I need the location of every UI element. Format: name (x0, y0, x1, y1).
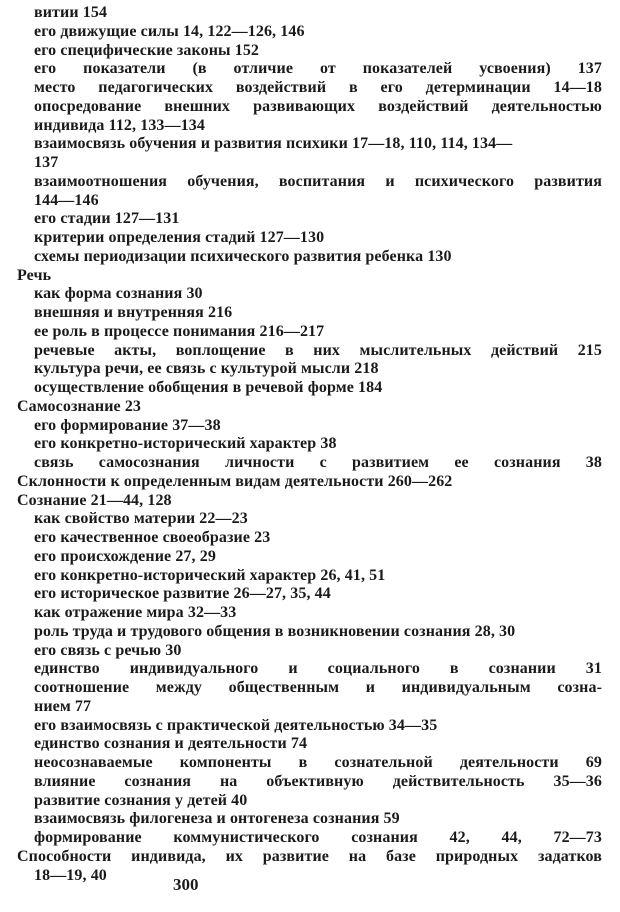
index-subentry: взаимосвязь обучения и развития психики 17—18, 110, 114, 134— (34, 135, 513, 153)
index-subentry: его конкретно-исторический характер 26, 41, 51 (34, 566, 386, 584)
index-subentry: его историческое развитие 26—27, 35, 44 (34, 585, 331, 603)
index-subentry: ее роль в процессе понимания 216—217 (34, 322, 325, 340)
index-subentry: его движущие силы 14, 122—126, 146 (34, 22, 305, 40)
index-subentry: культура речи, ее связь с культурой мысли 218 (34, 360, 379, 378)
index-subentry: 18—19, 40 (34, 866, 107, 884)
index-entry: Склонности к определенным видам деятельности 260—262 (17, 472, 453, 490)
index-subentry: речевые акты, воплощение в них мыслительных действий 215 (34, 341, 602, 359)
index-subentry: формирование коммунистического сознания 42, 44, 72—73 (34, 829, 602, 846)
index-subentry: его показатели (в отличие от показателей усвоения) 137 (34, 60, 602, 78)
index-subentry: 144—146 (34, 191, 99, 209)
index-subentry: внешняя и внутренняя 216 (34, 304, 233, 321)
index-subentry: нием 77 (34, 697, 92, 715)
index-entry: Способности индивида, их развитие на базе природных задатков (17, 847, 602, 865)
index-subentry: взаимосвязь филогенеза и онтогенеза сознания 59 (34, 810, 400, 828)
index-subentry: его качественное своеобразие 23 (34, 529, 271, 546)
index-subentry: развитие сознания у детей 40 (34, 791, 248, 809)
index-subentry: его происхождение 27, 29 (34, 547, 216, 565)
index-subentry: его стадии 127—131 (34, 210, 180, 228)
index-subentry: его взаимосвязь с практической деятельностью 34—35 (34, 716, 438, 734)
index-entry: Речь (17, 266, 52, 284)
index-subentry: его специфические законы 152 (34, 41, 260, 59)
index-subentry: его связь с речью 30 (34, 641, 182, 659)
index-subentry: осуществление обобщения в речевой форме 184 (34, 379, 383, 396)
index-subentry: единство сознания и деятельности 74 (34, 735, 308, 753)
index-subentry: как форма сознания 30 (34, 285, 203, 303)
index-subentry: соотношение между общественным и индивидуальным созна- (34, 679, 602, 696)
index-subentry: неосознаваемые компоненты в сознательной деятельности 69 (34, 754, 602, 771)
index-subentry: место педагогических воздействий в его детерминации 14—18 (34, 79, 602, 96)
index-entry: Самосознание 23 (17, 397, 142, 415)
index-subentry: схемы периодизации психического развития ребенка 130 (34, 247, 452, 265)
index-entry: Сознание 21—44, 128 (17, 491, 172, 509)
index-subentry: критерии определения стадий 127—130 (34, 229, 325, 246)
page-number: 300 (173, 875, 199, 894)
index-subentry: связь самосознания личности с развитием ее сознания 38 (34, 454, 602, 471)
index-subentry: как отражение мира 32—33 (34, 604, 237, 621)
index-subentry: витии 154 (34, 4, 108, 21)
index-subentry: взаимоотношения обучения, воспитания и психического развития (34, 172, 602, 190)
index-subentry: его формирование 37—38 (34, 416, 221, 434)
index-subentry: 137 (34, 154, 59, 171)
index-subentry: его конкретно-исторический характер 38 (34, 435, 337, 453)
index-subentry: единство индивидуального и социального в сознании 31 (34, 660, 602, 678)
index-subentry: роль труда и трудового общения в возникновении сознания 28, 30 (34, 622, 516, 640)
index-subentry: опосредование внешних развивающих воздействий деятельностью (34, 97, 602, 115)
index-subentry: индивида 112, 133—134 (34, 116, 205, 134)
index-subentry: как свойство материи 22—23 (34, 510, 248, 528)
index-subentry: влияние сознания на объективную действительность 35—36 (34, 772, 602, 790)
